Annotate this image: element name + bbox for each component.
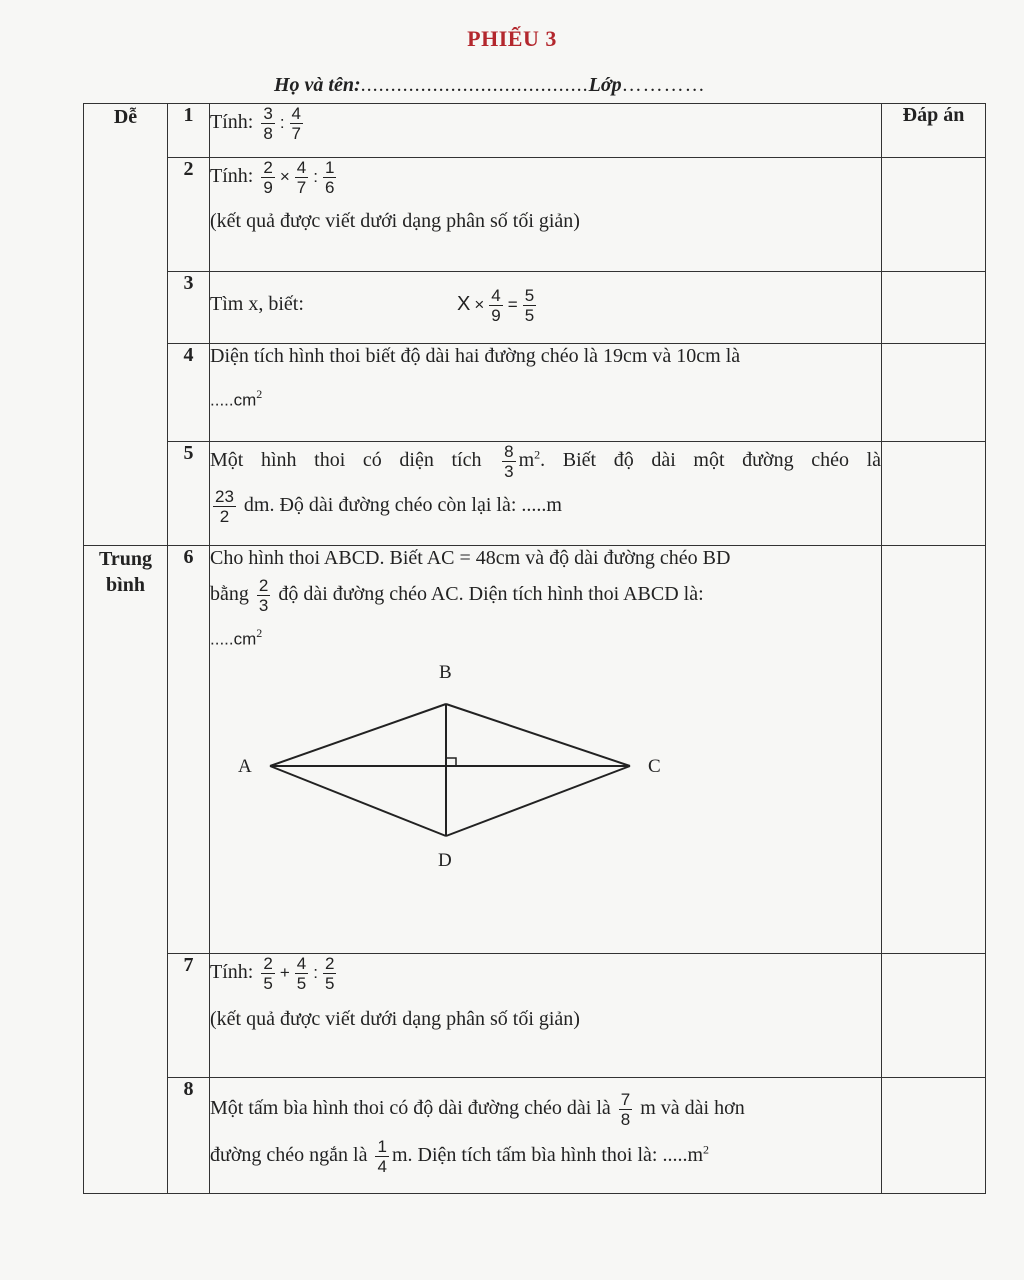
question-number: 5 (168, 442, 210, 546)
level-easy: Dễ (84, 104, 168, 546)
question-row-1 (84, 104, 986, 158)
student-info-line (274, 74, 706, 97)
simplify-note: (kết quả được viết dưới dạng phân số tối giản) (210, 210, 580, 232)
question-row-4 (84, 344, 986, 442)
class-label: Lớp (588, 74, 622, 96)
fraction: $\frac{4}{5}$ (296, 954, 307, 993)
fraction: $\frac{4}{7}$ (291, 104, 302, 143)
fraction: $\frac{4}{7}$ (296, 158, 307, 197)
fraction: $\frac{5}{5}$ (524, 286, 535, 325)
question-number: 7 (168, 954, 210, 1078)
side-cd (446, 766, 630, 836)
question-number: 1 (168, 104, 210, 158)
answer-cell[interactable] (882, 442, 986, 546)
fraction: $\frac{2}{3}$ (258, 576, 269, 615)
question-row-2 (84, 158, 986, 272)
question-number: 8 (168, 1078, 210, 1194)
question-number: 6 (168, 546, 210, 954)
question-number: 3 (168, 272, 210, 344)
name-blank[interactable]: ...................................... (360, 74, 589, 96)
question-table (83, 103, 986, 1194)
name-label: Họ và tên: (274, 74, 361, 96)
simplify-note: (kết quả được viết dưới dạng phân số tối giản) (210, 1008, 580, 1030)
side-da (270, 766, 446, 836)
fraction: $\frac{4}{9}$ (491, 286, 501, 325)
answer-cell[interactable] (882, 1078, 986, 1194)
question-row-7 (84, 954, 986, 1078)
vertex-label-c: C (648, 755, 661, 777)
answer-cell[interactable] (882, 344, 986, 442)
class-blank[interactable]: ………… (621, 74, 706, 96)
fraction: $\frac{2}{5}$ (324, 954, 335, 993)
question-number: 4 (168, 344, 210, 442)
side-bc (446, 704, 630, 766)
question-number: 2 (168, 158, 210, 272)
question-5: Một hình thoi có diện tích $\frac{8}{3}$ $m^2$. Biết độ dài một đường chéo là $\frac{23}{2}$ dm. Độ dài đường chéo còn lại là: .....m (210, 442, 882, 546)
question-7: Tính: $\frac{2}{5}$ + $\frac{4}{5}$ : $\frac{2}{5}$ (kết quả được viết dưới dạng phân số tối giản) (210, 954, 882, 1078)
question-row-8 (84, 1078, 986, 1194)
rhombus-diagram (210, 658, 710, 894)
fraction: $\frac{23}{2}$ (215, 487, 234, 526)
answer-cell[interactable] (882, 954, 986, 1078)
question-row-3 (84, 272, 986, 344)
fraction: $\frac{1}{6}$ (324, 158, 335, 197)
fraction: $\frac{3}{8}$ (263, 104, 273, 143)
answer-header: Đáp án (882, 104, 986, 158)
level-medium: Trung bình (84, 546, 168, 1194)
vertex-label-a: A (238, 755, 252, 777)
fraction: $\frac{1}{4}$ (377, 1137, 387, 1176)
answer-cell[interactable] (882, 158, 986, 272)
answer-cell[interactable] (882, 272, 986, 344)
question-2: Tính: $\frac{2}{9}$ × $\frac{4}{7}$ : $\frac{1}{6}$ (kết quả được viết dưới dạng phân số tối giản) (210, 158, 882, 272)
fraction: $\frac{8}{3}$ (504, 442, 514, 481)
fraction: $\frac{2}{9}$ (263, 158, 273, 197)
question-4: Diện tích hình thoi biết độ dài hai đường chéo là 19cm và 10cm là $.....cm^2$ (210, 344, 882, 442)
question-row-5 (84, 442, 986, 546)
question-6: Cho hình thoi ABCD. Biết AC = 48cm và độ dài đường chéo BD bằng $\frac{2}{3}$ độ dài đường chéo AC. Diện tích hình thoi ABCD là: $.....cm^2$ A B C D (210, 546, 882, 954)
side-ab (270, 704, 446, 766)
vertex-label-d: D (438, 849, 452, 871)
answer-cell[interactable] (882, 546, 986, 954)
question-8: Một tấm bìa hình thoi có độ dài đường chéo dài là $\frac{7}{8}$ m và dài hơn đường chéo ngắn là $\frac{1}{4}$ m. Diện tích tấm bìa hình thoi là: $.....m^2$ (210, 1078, 882, 1194)
right-angle-mark (446, 758, 456, 766)
question-3: Tìm x, biết: X × $\frac{4}{9}$ = $\frac{5}{5}$ (210, 272, 882, 344)
question-row-6 (84, 546, 986, 954)
worksheet-title: PHIẾU 3 (467, 26, 557, 51)
vertex-label-b: B (439, 661, 452, 683)
question-1: Tính: $\frac{3}{8}$ : $\frac{4}{7}$ (210, 104, 882, 158)
fraction: $\frac{2}{5}$ (263, 954, 273, 993)
fraction: $\frac{7}{8}$ (620, 1090, 631, 1129)
